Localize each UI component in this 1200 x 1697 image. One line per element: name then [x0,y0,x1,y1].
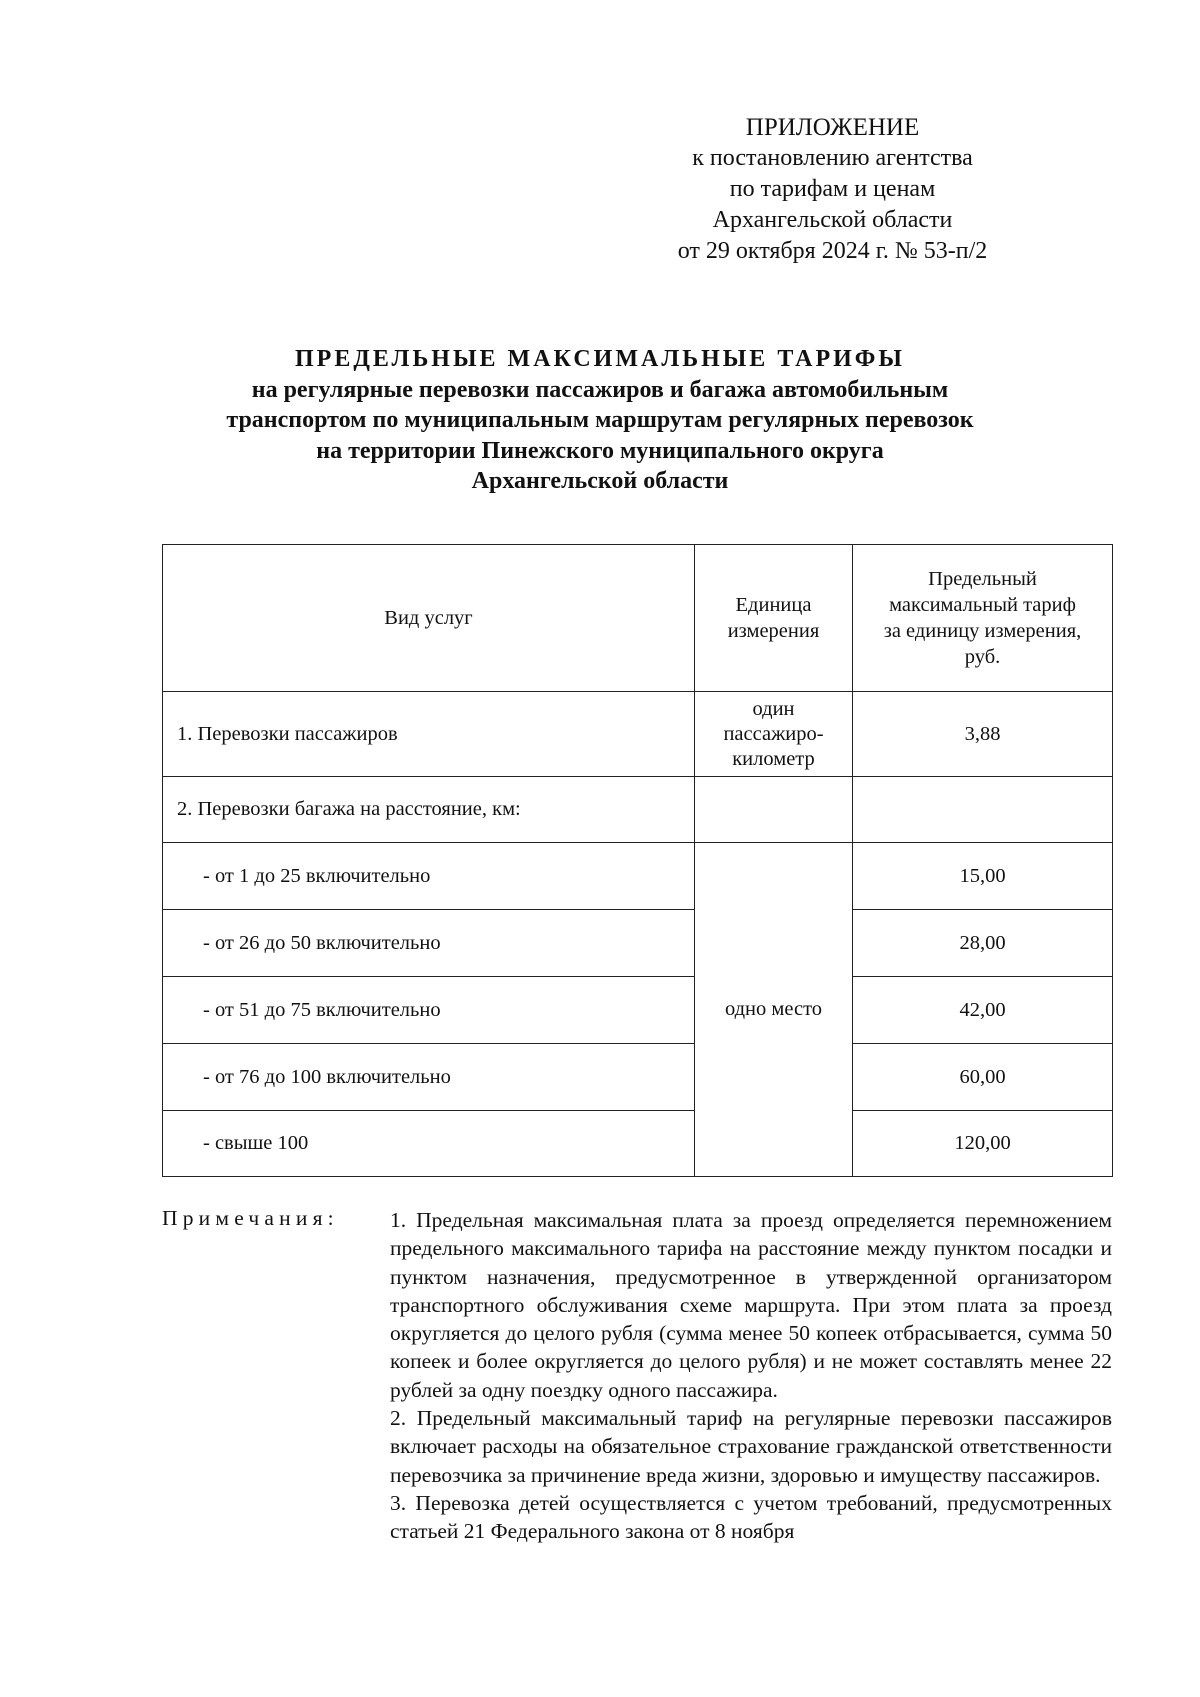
baggage-section-unit [695,777,853,843]
header-unit-line-1: Единица [735,594,812,616]
appendix-block [640,112,1025,267]
document-subtitle-line-3: на территории Пинежского муниципального округа [316,437,884,464]
baggage-band-service: - свыше 100 [163,1111,695,1177]
table-row [163,910,1113,977]
header-service-label: Вид услуг [384,607,473,629]
baggage-band-rate: 60,00 [853,1044,1113,1111]
appendix-line-2: по тарифам и ценам [729,176,936,202]
notes-label: Примечания: [162,1206,339,1230]
document-subtitle-line-1: на регулярные перевозки пассажиров и багажа автомобильным [251,376,949,403]
passengers-rate: 3,88 [853,692,1113,777]
document-title: ПРЕДЕЛЬНЫЕ МАКСИМАЛЬНЫЕ ТАРИФЫ [295,346,905,372]
baggage-band-service: - от 1 до 25 включительно [163,843,695,910]
header-service [163,545,695,692]
appendix-title: ПРИЛОЖЕНИЕ [745,114,920,141]
header-rate-line-1: Предельный [928,568,1037,590]
baggage-band-service: - от 51 до 75 включительно [163,977,695,1044]
table-row [163,843,1113,910]
passengers-unit-line-2: пассажиро- [723,722,824,745]
note-item: 2. Предельный максимальный тариф на регулярные перевозки пассажиров включает расходы на обязательное страхование гражданской ответственности перевозчика за причинение вреда жизни, здоровью и имуществу пассажиров. [390,1406,1112,1487]
baggage-section-rate [853,777,1113,843]
tariff-table [162,544,1113,1177]
baggage-band-service: - от 76 до 100 включительно [163,1044,695,1111]
passengers-unit-line-1: один [752,697,795,720]
table-row [163,1044,1113,1111]
note-item: 3. Перевозка детей осуществляется с учетом требований, предусмотренных статьей 21 Федерального закона от 8 ноября [390,1490,1112,1544]
baggage-unit: одно место [695,843,853,1177]
table-row [163,977,1113,1044]
passengers-service: 1. Перевозки пассажиров [163,692,695,777]
notes-block [390,1206,1112,1546]
document-heading [100,344,1100,497]
table-row [163,1111,1113,1177]
header-rate-line-2: максимальный тариф [889,594,1076,616]
document-subtitle-line-2: транспортом по муниципальным маршрутам регулярных перевозок [226,407,974,433]
header-unit-line-2: измерения [727,620,820,642]
header-rate-line-4: руб. [964,646,1001,668]
baggage-band-rate: 120,00 [853,1111,1113,1177]
table-row [163,692,1113,777]
note-item: 1. Предельная максимальная плата за проезд определяется перемножением предельного максимального тарифа на расстояние между пунктом посадки и пунктом назначения, предусмотренное в утвержденной организатором транспортного обслуживания схеме маршрута. При этом плата за проезд округляется до целого рубля (сумма менее 50 копеек отбрасывается, сумма 50 копеек и более округляется до целого рубля) и не может составлять менее 22 рублей за одну поездку одного пассажира. [390,1208,1112,1402]
passengers-unit-line-3: километр [732,747,815,770]
table-row [163,777,1113,843]
appendix-line-1: к постановлению агентства [692,145,973,171]
appendix-line-4: от 29 октября 2024 г. № 53-п/2 [677,238,988,264]
header-unit [695,545,853,692]
header-rate [853,545,1113,692]
baggage-band-rate: 15,00 [853,843,1113,910]
baggage-section-service: 2. Перевозки багажа на расстояние, км: [163,777,695,843]
appendix-line-3: Архангельской области [712,207,953,233]
document-subtitle-line-4: Архангельской области [471,468,729,494]
passengers-unit [695,692,853,777]
baggage-band-service: - от 26 до 50 включительно [163,910,695,977]
baggage-band-rate: 42,00 [853,977,1113,1044]
baggage-band-rate: 28,00 [853,910,1113,977]
table-header-row [163,545,1113,692]
header-rate-line-3: за единицу измерения, [883,620,1082,642]
